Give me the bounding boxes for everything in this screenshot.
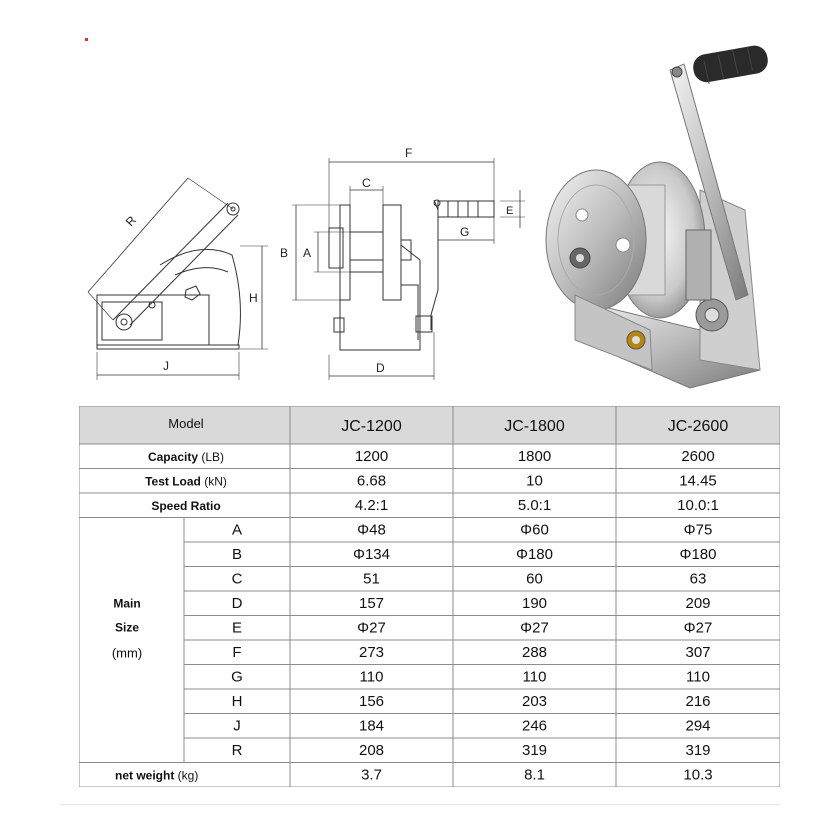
row-label: Speed Ratio xyxy=(151,499,221,513)
cell-value: 157 xyxy=(358,595,385,612)
cell-value: 3.7 xyxy=(361,766,382,784)
label-G: G xyxy=(460,225,470,239)
label-E: E xyxy=(506,205,514,217)
cell-value: 110 xyxy=(686,668,710,686)
cell-value: 208 xyxy=(358,742,385,759)
cell-value: 273 xyxy=(358,644,385,661)
cell-value: 10.0:1 xyxy=(677,497,719,514)
label-R: R xyxy=(122,213,140,230)
cell-value: 184 xyxy=(358,717,385,735)
cell-value: Φ134 xyxy=(353,546,390,563)
row-label: Capacity (LB) xyxy=(147,450,225,464)
cell-value: 246 xyxy=(521,717,548,735)
group-label-size: Size xyxy=(114,620,140,635)
label-D: D xyxy=(376,361,385,375)
cell-value: 156 xyxy=(358,693,385,710)
cell-value: 4.2:1 xyxy=(354,497,389,514)
cell-value: Φ48 xyxy=(357,521,386,539)
cell-value: Φ27 xyxy=(357,619,386,637)
label-F: F xyxy=(405,146,413,160)
row-label: Test Load (kN) xyxy=(145,474,227,489)
label-J: J xyxy=(163,359,169,373)
size-key: F xyxy=(232,644,242,661)
cell-value: 110 xyxy=(359,668,384,686)
cell-value: 14.45 xyxy=(679,472,717,490)
cell-value: 63 xyxy=(689,570,707,588)
cell-value: 60 xyxy=(526,570,543,588)
cell-value: Φ180 xyxy=(679,546,717,563)
size-key: E xyxy=(231,619,243,637)
size-key: G xyxy=(231,668,243,686)
cell-value: 51 xyxy=(363,570,380,588)
size-key: C xyxy=(231,570,243,588)
header-model: Model xyxy=(168,416,204,431)
size-key: D xyxy=(231,595,243,612)
cell-value: Φ27 xyxy=(683,619,713,637)
cell-value: Φ75 xyxy=(683,521,713,539)
cell-value: 307 xyxy=(685,644,711,661)
group-label-unit: (mm) xyxy=(111,645,143,661)
cell-value: 216 xyxy=(685,693,711,710)
cell-value: 10 xyxy=(526,472,543,490)
cell-value: 209 xyxy=(685,595,711,612)
size-key: R xyxy=(231,742,243,759)
front-view-drawing xyxy=(292,158,525,380)
spec-table xyxy=(79,406,780,787)
size-key: B xyxy=(231,546,243,563)
cell-value: 5.0:1 xyxy=(517,497,552,514)
label-H: H xyxy=(249,291,258,305)
label-B: B xyxy=(280,246,289,260)
winch-drawings xyxy=(0,0,836,395)
cell-value: Φ27 xyxy=(520,619,549,637)
cell-value: 294 xyxy=(685,717,711,735)
cell-value: 110 xyxy=(522,668,547,686)
row-label-net-weight: net weight (kg) xyxy=(115,768,199,783)
label-C: C xyxy=(362,176,371,190)
label-A: A xyxy=(303,246,312,260)
size-key: J xyxy=(233,717,241,735)
cell-value: 6.68 xyxy=(356,472,387,490)
cell-value: 319 xyxy=(685,742,711,759)
cell-value: 203 xyxy=(521,693,548,710)
winch-photo xyxy=(546,44,770,388)
header-model-2: JC-1800 xyxy=(504,418,565,435)
cell-value: 288 xyxy=(521,644,548,661)
size-key: A xyxy=(231,521,243,539)
cell-value: 319 xyxy=(521,742,548,759)
header-model-1: JC-1200 xyxy=(341,418,402,435)
side-view-drawing xyxy=(88,178,268,380)
group-label-main: Main xyxy=(113,596,141,611)
size-key: H xyxy=(231,693,243,710)
cell-value: 10.3 xyxy=(683,766,713,784)
cell-value: Φ60 xyxy=(520,521,549,539)
cell-value: 8.1 xyxy=(524,766,545,784)
cell-value: 190 xyxy=(521,595,548,612)
divider xyxy=(60,804,780,805)
cell-value: 2600 xyxy=(681,448,715,465)
cell-value: 1800 xyxy=(517,448,552,465)
cell-value: 1200 xyxy=(354,448,389,465)
cell-value: Φ180 xyxy=(516,546,553,563)
header-model-3: JC-2600 xyxy=(667,418,729,435)
